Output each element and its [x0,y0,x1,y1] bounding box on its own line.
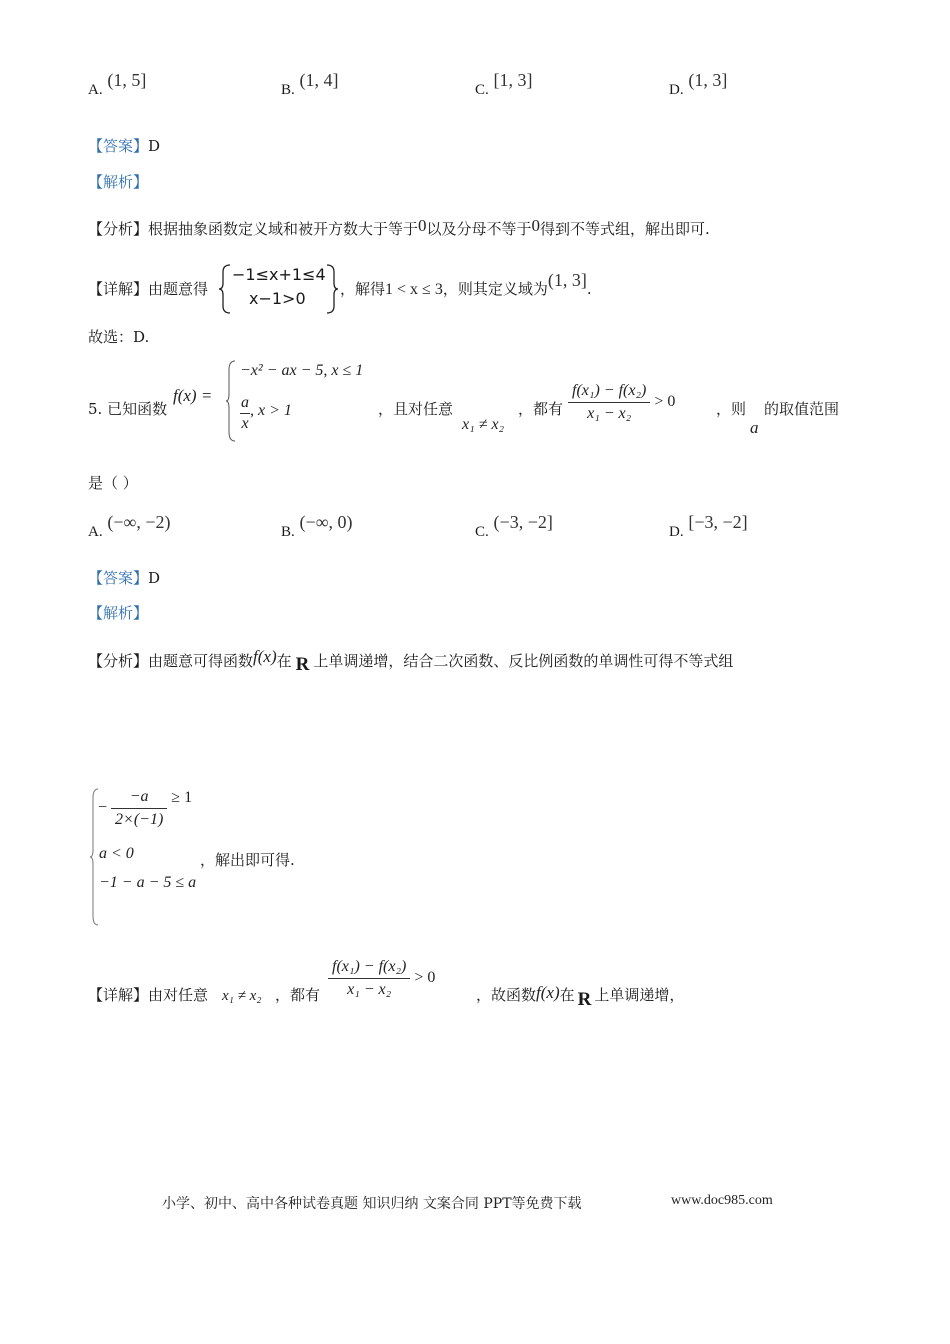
option-value: (1, 5] [107,70,147,90]
fraction-denominator: x [241,415,249,432]
option-letter: D. [669,82,684,98]
detail-tag: 【详解】 [88,280,149,298]
fraction-denominator: x₁ − x₂ [347,981,392,998]
fenxi-tag: 【分析】 [88,652,149,670]
detail-interval: (1, 3] [547,270,587,290]
q5-option-b [281,512,353,541]
fenxi-text-b: 在 [276,652,292,670]
fenxi-tag: 【分析】 [88,220,149,238]
q5-condition-frac [568,382,675,423]
fenxi-fx: f(x) [253,647,277,666]
fraction-numerator: f(x₁) − f(x₂) [568,382,650,403]
option-letter: D. [669,524,684,540]
option-value: [−3, −2] [688,512,748,532]
q4-option-c [475,70,533,99]
fraction-numerator: a [240,394,250,414]
option-letter: C. [475,524,489,540]
q5-piece2 [240,394,292,433]
option-letter: B. [281,524,295,540]
q5-option-a [88,512,171,541]
detail-tag: 【详解】 [88,986,149,1004]
q5-answer-line [88,567,160,588]
fraction-denominator: x₁ − x₂ [587,405,632,422]
q4-fenxi [88,218,710,239]
q5-stem-e: 的取值范围 [764,400,840,418]
q4-option-b [281,70,339,99]
fenxi-text-c: 得到不等式组，解出即可. [540,220,710,238]
analysis-tag: 【解析】 [88,173,149,191]
option-letter: C. [475,82,489,98]
answer-tag: 【答案】 [88,137,149,155]
q5-option-c [475,512,553,541]
fraction-denominator: 2×(−1) [115,811,164,828]
right-brace-icon [325,264,339,314]
detail-text-e: 上单调递增， [594,986,685,1004]
detail-text-a: 由对任意 [148,986,209,1004]
q4-detail-lead [88,278,208,299]
detail-fx: f(x) [536,983,560,1002]
fraction-numerator: −a [111,788,167,809]
option-value: (1, 4] [299,70,339,90]
fenxi-R: R [295,654,310,675]
q4-option-d [669,70,728,99]
option-letter: A. [88,82,103,98]
q5-stem-a: 5. 已知函数 [88,400,168,418]
left-brace-icon [225,360,237,442]
fenxi-text-a: 由题意可得函数 [148,652,254,670]
option-value: (1, 3] [688,70,728,90]
fenxi-zero: 0 [418,216,427,235]
detail-end: . [586,280,592,298]
q4-system-line1: −1≤x+1≤4 [232,265,326,284]
q4-answer-line [88,135,160,156]
fraction-relation: > 0 [414,969,436,987]
fraction [328,958,410,999]
q5-fx: f(x) = [173,386,213,405]
answer-tag: 【答案】 [88,569,149,587]
option-value: (−3, −2] [493,512,553,532]
q4-option-a [88,70,147,99]
fenxi-text-c: 上单调递增，结合二次函数、反比例函数的单调性可得不等式组 [313,652,734,670]
q5-piece1: −x² − ax − 5, x ≤ 1 [240,362,364,379]
q5-fenxi [88,647,734,675]
footer-link[interactable]: www.doc985.com [671,1193,773,1208]
fenxi-text-b: 以及分母不等于 [426,220,532,238]
sys1-rel: ≥ 1 [171,789,193,807]
q5-var-a: a [750,418,759,437]
option-value: (−∞, 0) [299,512,353,532]
left-brace-icon [218,264,232,314]
q5-stem-d: ，则 [716,400,747,418]
q5-sys-row3: −1 − a − 5 ≤ a [99,874,197,891]
q5-detail-cond: x₁ ≠ x₂ [222,988,262,1004]
fraction [111,788,167,829]
fraction [568,382,650,423]
q4-system-line2: x−1>0 [249,289,306,308]
option-letter: A. [88,524,103,540]
analysis-tag: 【解析】 [88,604,149,622]
q5-sys-after: ，解出即可得. [200,851,295,869]
detail-text-b: ，解得 [340,280,386,298]
q5-cond: x₁ ≠ x₂ [462,416,505,433]
option-letter: B. [281,82,295,98]
q5-analysis-tag [88,602,148,623]
q5-sys-row1 [98,788,192,829]
q4-detail-rest [340,270,592,299]
q5-sys-row2: a < 0 [99,845,134,862]
q4-choice: 故选：D. [88,328,150,346]
q5-detail-b: ，都有 [275,986,321,1004]
detail-R: R [577,989,592,1010]
detail-text-d: 在 [559,986,575,1004]
q5-option-d [669,512,748,541]
fraction [240,394,250,433]
q5-detail-lead [88,984,208,1005]
option-value: [1, 3] [493,70,533,90]
detail-text-c: ，故函数 [476,986,537,1004]
fenxi-zero: 0 [531,216,541,235]
q5-detail-rest [476,983,685,1010]
option-value: (−∞, −2) [107,512,171,532]
detail-text-a: 由题意得 [148,280,209,298]
detail-text-c: ，则其定义域为 [442,280,548,298]
detail-ineq: 1 < x ≤ 3 [385,281,443,298]
fraction-numerator: f(x₁) − f(x₂) [328,958,410,979]
q5-detail-frac [328,958,435,999]
q5-stem-c: ，都有 [518,400,564,418]
footer-text: 小学、初中、高中各种试卷真题 知识归纳 文案合同 PPT等免费下载 [162,1196,582,1212]
q5-stem-f: 是（ ） [88,474,138,492]
q5-stem-b: ，且对任意 [378,400,454,418]
sys1-minus: − [98,799,108,817]
q4-analysis-tag [88,171,148,192]
piece2-cond: , x > 1 [250,402,292,420]
answer-value: D [148,569,161,587]
fraction-relation: > 0 [654,393,676,411]
answer-value: D [148,137,161,155]
fenxi-text-a: 根据抽象函数定义域和被开方数大于等于 [148,220,419,238]
